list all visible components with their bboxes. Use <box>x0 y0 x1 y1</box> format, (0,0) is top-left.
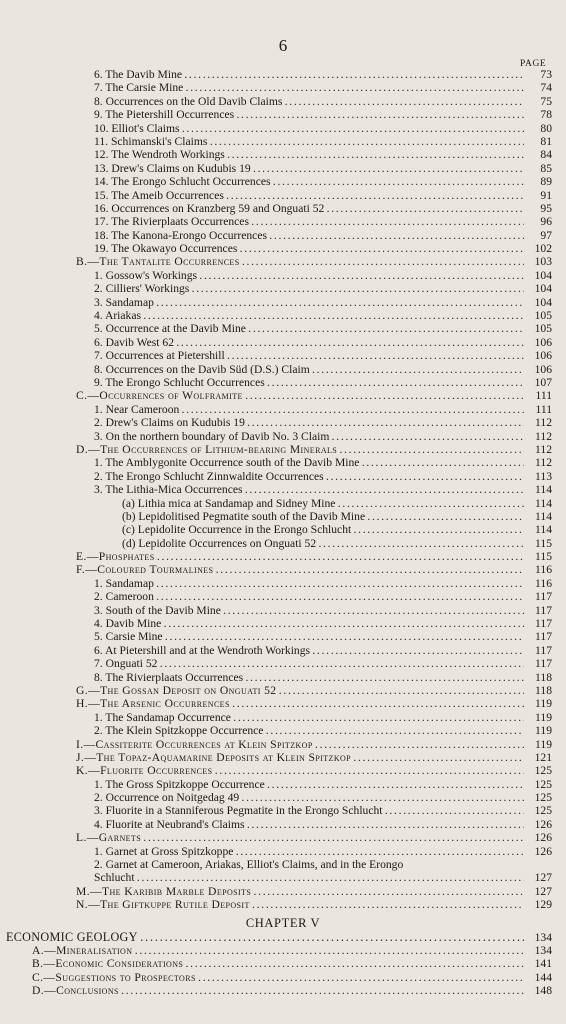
toc-section-entry <box>0 255 566 268</box>
toc-entry-title: 2. Garnet at Cameroon, Ariakas, Elliot's Claims, and in the Erongo <box>94 858 404 872</box>
toc-entry-page: 106 <box>534 349 552 363</box>
toc-entry-page: 112 <box>535 429 552 443</box>
toc-entry <box>0 162 566 175</box>
toc-entry-title: 4. Ariakas . . . <box>94 309 524 322</box>
toc-section-entry <box>0 389 566 402</box>
toc-section-entry <box>0 738 566 751</box>
toc-entry-title: 8. Occurrences on the Old Davib Claims . . . <box>94 95 524 108</box>
toc-entry-page: 91 <box>540 188 552 202</box>
toc-entry-title: 11. Schimanski's Claims . . . <box>94 135 524 148</box>
toc-section-entry <box>0 550 566 563</box>
toc-entry-title: 7. Onguati 52 . . . <box>94 657 524 670</box>
toc-entry <box>0 349 566 362</box>
toc-entry-title: 2. Drew's Claims on Kudubis 19 . . . <box>94 416 524 429</box>
toc-entry-page: 89 <box>540 175 552 189</box>
toc-entry-title: B.—The Tantalite Occurrences . . . <box>76 255 524 268</box>
toc-entry-page: 117 <box>535 643 552 657</box>
toc-entry-title: D.—The Occurrences of Lithium-bearing Minerals . . . <box>76 443 524 456</box>
toc-section-entry <box>0 885 566 898</box>
toc-entry-title: 3. On the northern boundary of Davib No. 3 Claim . . . <box>94 430 524 443</box>
toc-entry-page: 119 <box>535 710 552 724</box>
toc-entry-title: ECONOMIC GEOLOGY . . . <box>6 931 524 944</box>
toc-entry-title: 19. The Okawayo Occurrences . . . <box>94 242 524 255</box>
toc-entry <box>0 269 566 282</box>
toc-entry-page: 97 <box>540 228 552 242</box>
toc-section-entry <box>0 684 566 697</box>
toc-section-entry <box>0 984 566 997</box>
toc-entry-page: 105 <box>534 309 552 323</box>
toc-entry-title: 13. Drew's Claims on Kudubis 19 . . . <box>94 162 524 175</box>
toc-entry <box>0 818 566 831</box>
toc-entry-title: H.—The Arsenic Occurrences . . . <box>76 697 524 710</box>
toc-entry-page: 112 <box>535 456 552 470</box>
toc-entry <box>0 215 566 228</box>
toc-entry <box>0 309 566 322</box>
toc-entry-title: 4. Fluorite at Neubrand's Claims . . . <box>94 818 524 831</box>
toc-entry-title: 7. The Carsie Mine . . . <box>94 81 524 94</box>
toc-entry-page: 116 <box>535 576 552 590</box>
toc-entry <box>0 296 566 309</box>
toc-section-entry <box>0 957 566 970</box>
toc-entry-title: 17. The Rivierplaats Occurrences . . . <box>94 215 524 228</box>
toc-entry-title: (d) Lepidolite Occurrences on Onguati 52 . . . <box>122 537 524 550</box>
toc-entry-page: 119 <box>535 697 552 711</box>
toc-entry-page: 127 <box>534 884 552 898</box>
toc-entry-page: 95 <box>540 201 552 215</box>
toc-entry-page: 114 <box>535 483 552 497</box>
toc-entry <box>0 148 566 161</box>
toc-entry-title: 1. Gossow's Workings . . . <box>94 269 524 282</box>
toc-entry-title: 18. The Kanona-Erongo Occurrences . . . <box>94 229 524 242</box>
toc-entry-page: 121 <box>534 750 552 764</box>
toc-entry-page: 74 <box>540 81 552 95</box>
toc-entry <box>0 523 566 536</box>
toc-entry <box>0 617 566 630</box>
toc-entry <box>0 68 566 81</box>
toc-entry-title: 1. Garnet at Gross Spitzkoppe . . . <box>94 845 524 858</box>
toc-entry-page: 119 <box>535 724 552 738</box>
toc-entry-title: 1. The Sandamap Occurrence . . . <box>94 711 524 724</box>
toc-entry <box>0 95 566 108</box>
toc-entry-title: 2. Occurrence on Noitgedag 49 . . . <box>94 791 524 804</box>
toc-entry-title: 2. The Erongo Schlucht Zinnwaldite Occurrences . . . <box>94 470 524 483</box>
toc-entry <box>0 724 566 737</box>
toc-entry-page: 106 <box>534 335 552 349</box>
toc-entry-title: K.—Fluorite Occurrences . . . <box>76 764 524 777</box>
toc-entry <box>0 189 566 202</box>
toc-entry-page: 114 <box>535 523 552 537</box>
toc-section-entry <box>0 831 566 844</box>
toc-entry-page: 85 <box>540 161 552 175</box>
toc-entry-page: 116 <box>535 563 552 577</box>
toc-section-entry <box>0 944 566 957</box>
toc-entry-page: 126 <box>534 831 552 845</box>
toc-entry-title: 3. Sandamap . . . <box>94 296 524 309</box>
toc-entry <box>0 537 566 550</box>
toc-entry-title: 6. At Pietershill and at the Wendroth Workings . . . <box>94 644 524 657</box>
toc-entry <box>0 175 566 188</box>
toc-entry-title: M.—The Karibib Marble Deposits . . . <box>76 885 524 898</box>
toc-entry <box>0 229 566 242</box>
toc-section-entry <box>0 764 566 777</box>
toc-entry-page: 129 <box>534 898 552 912</box>
toc-entry-title: (c) Lepidolite Occurrence in the Erongo Schlucht . . . <box>122 523 524 536</box>
toc-entry-title: 8. Occurrences on the Davib Süd (D.S.) Claim . . . <box>94 363 524 376</box>
toc-entry-title: C.—Occurrences of Wolframite . . . <box>76 389 524 402</box>
toc-entry <box>0 630 566 643</box>
toc-entry <box>0 363 566 376</box>
toc-entry-page: 103 <box>534 255 552 269</box>
toc-entry-title: (b) Lepidolitised Pegmatite south of the Davib Mine . . . <box>122 510 524 523</box>
toc-entry-page: 102 <box>534 242 552 256</box>
toc-entry-page: 105 <box>534 322 552 336</box>
chapter-heading: CHAPTER V <box>245 915 321 930</box>
toc-entry-title: 15. The Ameib Occurrences . . . <box>94 189 524 202</box>
toc-entry <box>0 403 566 416</box>
toc-entry <box>0 510 566 523</box>
toc-entry-page: 117 <box>535 630 552 644</box>
toc-entry-title: A.—Mineralisation . . . <box>32 944 524 957</box>
toc-entry <box>0 590 566 603</box>
toc-entry-title: 5. Occurrence at the Davib Mine . . . <box>94 322 524 335</box>
toc-entry <box>0 871 566 884</box>
toc-section-entry <box>0 697 566 710</box>
toc-entry-page: 111 <box>535 402 552 416</box>
toc-entry-title: 4. Davib Mine . . . <box>94 617 524 630</box>
toc-entry-page: 125 <box>534 777 552 791</box>
toc-entry <box>0 430 566 443</box>
toc-entry-title: E.—Phosphates . . . <box>76 550 524 563</box>
toc-entry-title: 6. The Davib Mine . . . <box>94 68 524 81</box>
toc-entry-page: 126 <box>534 817 552 831</box>
toc-entry-page: 113 <box>535 469 552 483</box>
toc-entry-page: 104 <box>534 268 552 282</box>
toc-entry-page: 117 <box>535 657 552 671</box>
toc-entry-page: 118 <box>535 670 552 684</box>
toc-entry-title: B.—Economic Considerations . . . <box>32 957 524 970</box>
toc-entry-title: 12. The Wendroth Workings . . . <box>94 148 524 161</box>
toc-entry <box>0 202 566 215</box>
toc-entry-title: 16. Occurrences on Kranzberg 59 and Onguati 52 . . . <box>94 202 524 215</box>
toc-entry <box>0 804 566 817</box>
toc-entry-page: 117 <box>535 590 552 604</box>
toc-entry <box>0 931 566 944</box>
toc-entry <box>0 644 566 657</box>
toc-entry-title: 3. The Lithia-Mica Occurrences . . . <box>94 483 524 496</box>
toc-entry-title: 9. The Pietershill Occurrences . . . <box>94 108 524 121</box>
toc-entry-page: 96 <box>540 215 552 229</box>
toc-entry-title: (a) Lithia mica at Sandamap and Sidney Mine . . . <box>122 497 524 510</box>
toc-entry <box>0 497 566 510</box>
toc-entry <box>0 81 566 94</box>
toc-entry-page: 115 <box>535 536 552 550</box>
toc-section-entry <box>0 443 566 456</box>
toc-entry-title: L.—Garnets . . . <box>76 831 524 844</box>
toc-entry-page: 84 <box>540 148 552 162</box>
toc-entry-title: J.—The Topaz-Aquamarine Deposits at Klein Spitzkop . . . <box>76 751 524 764</box>
toc-entry-title: C.—Suggestions to Prospectors . . . <box>32 971 524 984</box>
toc-entry-page: 112 <box>535 416 552 430</box>
toc-entry-page: 125 <box>534 764 552 778</box>
toc-entry-title: N.—The Giftkuppe Rutile Deposit . . . <box>76 898 524 911</box>
toc-list <box>0 68 566 998</box>
toc-entry-page: 117 <box>535 603 552 617</box>
toc-entry-page: 81 <box>540 134 552 148</box>
toc-entry <box>0 108 566 121</box>
toc-entry <box>0 282 566 295</box>
toc-entry-title: 3. Fluorite in a Stanniferous Pegmatite in the Erongo Schlucht . . . <box>94 804 524 817</box>
toc-entry-title: 2. Cilliers' Workings . . . <box>94 282 524 295</box>
toc-section-entry <box>0 971 566 984</box>
toc-entry-page: 114 <box>535 509 552 523</box>
toc-entry-title: G.—The Gossan Deposit on Onguati 52 . . . <box>76 684 524 697</box>
toc-entry-title: 1. Near Cameroon . . . <box>94 403 524 416</box>
toc-entry <box>0 791 566 804</box>
toc-entry-page: 125 <box>534 791 552 805</box>
toc-entry-page: 115 <box>535 550 552 564</box>
toc-entry-title: F.—Coloured Tourmalines . . . <box>76 563 524 576</box>
toc-entry <box>0 470 566 483</box>
toc-entry-title: 1. The Amblygonite Occurrence south of the Davib Mine . . . <box>94 456 524 469</box>
toc-entry-page: 104 <box>534 282 552 296</box>
toc-entry-page: 144 <box>534 970 552 984</box>
toc-entry <box>0 242 566 255</box>
toc-entry-page: 80 <box>540 121 552 135</box>
toc-entry <box>0 657 566 670</box>
toc-entry-page: 75 <box>540 94 552 108</box>
toc-entry-page: 141 <box>534 957 552 971</box>
toc-entry <box>0 376 566 389</box>
toc-entry <box>0 778 566 791</box>
toc-entry <box>0 336 566 349</box>
toc-entry <box>0 845 566 858</box>
toc-entry-title: 1. The Gross Spitzkoppe Occurrence . . . <box>94 778 524 791</box>
toc-entry <box>0 711 566 724</box>
toc-entry <box>0 416 566 429</box>
toc-entry-title: 7. Occurrences at Pietershill . . . <box>94 349 524 362</box>
toc-entry <box>0 456 566 469</box>
toc-entry-title: 3. South of the Davib Mine . . . <box>94 604 524 617</box>
toc-entry-title: 6. Davib West 62 . . . <box>94 336 524 349</box>
page-column-label: PAGE <box>520 59 547 69</box>
toc-entry-title: 2. Cameroon . . . <box>94 590 524 603</box>
toc-entry <box>0 322 566 335</box>
page-number: 6 <box>278 36 288 55</box>
toc-entry-page: 114 <box>535 496 552 510</box>
toc-entry-title: 10. Elliot's Claims . . . <box>94 122 524 135</box>
toc-entry-title: 14. The Erongo Schlucht Occurrences . . . <box>94 175 524 188</box>
toc-entry-page: 78 <box>540 108 552 122</box>
toc-entry-title: I.—Cassiterite Occurrences at Klein Spitzkop . . . <box>76 738 524 751</box>
toc-entry-title: Schlucht . . . <box>94 871 524 884</box>
toc-entry-page: 111 <box>535 389 552 403</box>
toc-entry <box>0 122 566 135</box>
toc-entry-title: 5. Carsie Mine . . . <box>94 630 524 643</box>
toc-entry-page: 106 <box>534 362 552 376</box>
toc-entry <box>0 483 566 496</box>
toc-section-entry <box>0 563 566 576</box>
toc-section-entry <box>0 898 566 911</box>
toc-entry-page: 107 <box>534 375 552 389</box>
toc-entry-page: 126 <box>534 844 552 858</box>
toc-entry-page: 134 <box>534 930 552 944</box>
toc-entry-page: 117 <box>535 617 552 631</box>
toc-entry <box>0 671 566 684</box>
toc-entry-title: D.—Conclusions . . . <box>32 984 524 997</box>
toc-entry-page: 73 <box>540 68 552 81</box>
toc-entry <box>0 858 566 871</box>
toc-entry-page: 118 <box>535 683 552 697</box>
toc-entry-page: 112 <box>535 442 552 456</box>
toc-entry <box>0 604 566 617</box>
toc-entry <box>0 135 566 148</box>
toc-entry-page: 148 <box>534 984 552 998</box>
toc-entry-title: 8. The Rivierplaats Occurrences . . . <box>94 671 524 684</box>
toc-entry <box>0 577 566 590</box>
toc-entry-title: 1. Sandamap . . . <box>94 577 524 590</box>
toc-entry-title: 9. The Erongo Schlucht Occurrences . . . <box>94 376 524 389</box>
toc-section-entry <box>0 751 566 764</box>
toc-entry-page: 134 <box>534 944 552 957</box>
toc-entry-page: 119 <box>535 737 552 751</box>
toc-entry-page: 104 <box>534 295 552 309</box>
toc-entry-title: 2. The Klein Spitzkoppe Occurrence . . . <box>94 724 524 737</box>
toc-entry-page: 125 <box>534 804 552 818</box>
toc-entry-page: 127 <box>534 871 552 885</box>
